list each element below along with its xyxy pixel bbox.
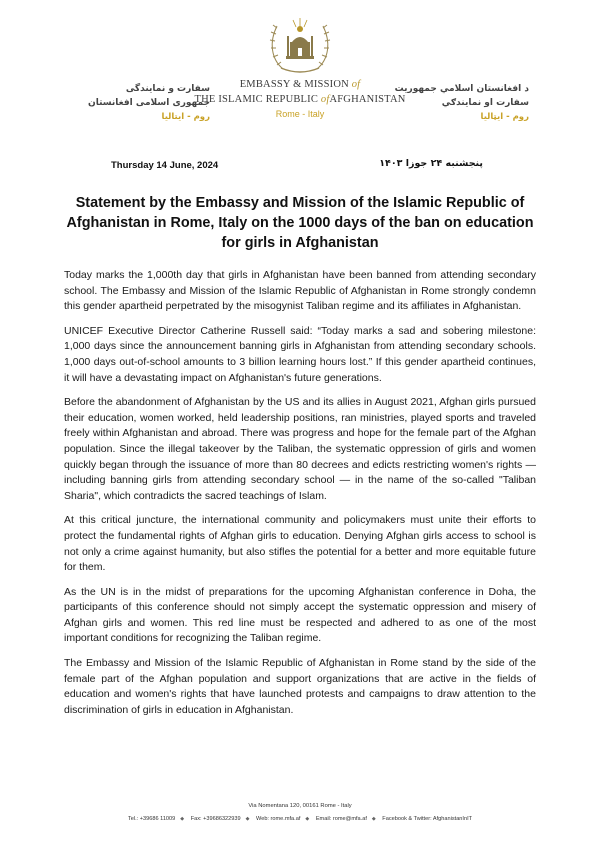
footer-address: Via Nomentana 120, 00161 Rome - Italy bbox=[248, 803, 352, 809]
letterhead-pashto-block bbox=[394, 82, 529, 124]
letterhead-pashto-line-1: د افغانستان اسلامي جمهوریت bbox=[394, 84, 529, 94]
letterhead-dari-line-1: سفارت و نمایندگی bbox=[125, 84, 210, 94]
letterhead-english-line-1 bbox=[170, 78, 430, 92]
footer-email[interactable]: Email: rome@mfa.af bbox=[315, 816, 367, 822]
afghanistan-emblem-logo bbox=[263, 14, 337, 76]
separator-diamond-icon: ◆ bbox=[180, 816, 185, 822]
letterhead-dari-city: روم - ایتالیا bbox=[161, 112, 210, 122]
body-paragraph: At this critical juncture, the international community and policymakers must unite their efforts to protect the fundamental rights of Afghan girls to education. Denying Afghan girls access to school is not only a crime against humanity, but also stifles the potential for a better and more equitable future for them. bbox=[64, 514, 536, 574]
footer-phone: Tel.: +39686 11009 bbox=[127, 816, 176, 822]
letterhead-english-line-2-prefix: THE ISLAMIC REPUBLIC bbox=[194, 94, 319, 105]
letterhead-english-line-1-of: of bbox=[351, 79, 361, 90]
letterhead-dari-line-2: جمهوری اسلامی افغانستان bbox=[88, 98, 210, 108]
body-paragraph: Before the abandonment of Afghanistan by the US and its allies in August 2021, Afghan girls pursued their education, women worked, held leadership positions, ran ministries, played sports and traveled freely within Afghanistan and abroad. There was progress and hope for the female part of the Afghan population. Since the illegal takeover by the Taliban, the systematic oppression of girls and women quickly began through the issuance of more than 80 decrees and edicts restricting women's rights — including banning girls from attending secondary school — in the name of the so-called "Taliban Sharia", which contradicts the sacred teachings of Islam. bbox=[64, 396, 536, 502]
footer-social: Facebook & Twitter: AfghanistanInIT bbox=[382, 816, 473, 822]
body-paragraph: UNICEF Executive Director Catherine Russell said: “Today marks a sad and sobering milestone: 1,000 days since the announcement banning girls in Afghanistan from attending secondary schools. 1,000 days out-of-school amounts to 3 billion learning hours lost.” If this gender apartheid continues, it will have a devastating impact on Afghanistan's future generations. bbox=[64, 324, 536, 384]
letterhead-english-block bbox=[170, 78, 430, 119]
footer-web[interactable]: Web: rome.mfa.af bbox=[256, 816, 301, 822]
letterhead-english-city: Rome - Italy bbox=[275, 109, 325, 119]
letterhead-english-line-2-suffix: AFGHANISTAN bbox=[329, 94, 406, 105]
separator-diamond-icon: ◆ bbox=[305, 816, 310, 822]
statement-body bbox=[64, 268, 536, 727]
letterhead-pashto-city: روم - ایټالیا bbox=[480, 112, 529, 122]
statement-title: Statement by the Embassy and Mission of the Islamic Republic of Afghanistan in Rome, Italy on the 1000 days of the ban on education for girls in Afghanistan bbox=[66, 195, 534, 251]
letterhead-english-line-2-of: of bbox=[320, 94, 330, 105]
letterhead-pashto-line-2: سفارت او نمایندګي bbox=[441, 98, 529, 108]
body-paragraph: As the UN is in the midst of preparations for the upcoming Afghanistan conference in Doha, the participants of this conference should not simply accept the systematic oppression and misery of Afghan girls and women. This red line must be respected and adhered to as one of the most important conditions for recognizing the Taliban regime. bbox=[64, 585, 536, 645]
letterhead-english-line-2 bbox=[170, 93, 430, 107]
body-paragraph: Today marks the 1,000th day that girls in Afghanistan have been banned from attending secondary school. The Embassy and Mission of the Islamic Republic of Afghanistan in Rome strongly condemn this gender apartheid perpetrated by the misogynist Taliban regime and its affiliates in Afghanistan. bbox=[64, 269, 536, 313]
page-footer bbox=[0, 802, 600, 824]
footer-contacts bbox=[0, 815, 600, 824]
footer-fax: Fax: +39686322939 bbox=[190, 816, 241, 822]
body-paragraph: The Embassy and Mission of the Islamic Republic of Afghanistan in Rome stand by the side of the female part of the Afghan population and support organizations that are active in the fields of education and women's rights that have launched protests and campaigns to draw attention to the discrimination of girls in education in Afghanistan. bbox=[64, 657, 536, 716]
date-english: Thursday 14 June, 2024 bbox=[111, 160, 219, 171]
separator-diamond-icon: ◆ bbox=[245, 816, 250, 822]
date-persian: پنجشنبه ۲۴ جوزا ۱۴۰۳ bbox=[379, 158, 483, 169]
separator-diamond-icon: ◆ bbox=[371, 816, 376, 822]
letterhead-english-line-1-text: EMBASSY & MISSION bbox=[239, 79, 349, 90]
